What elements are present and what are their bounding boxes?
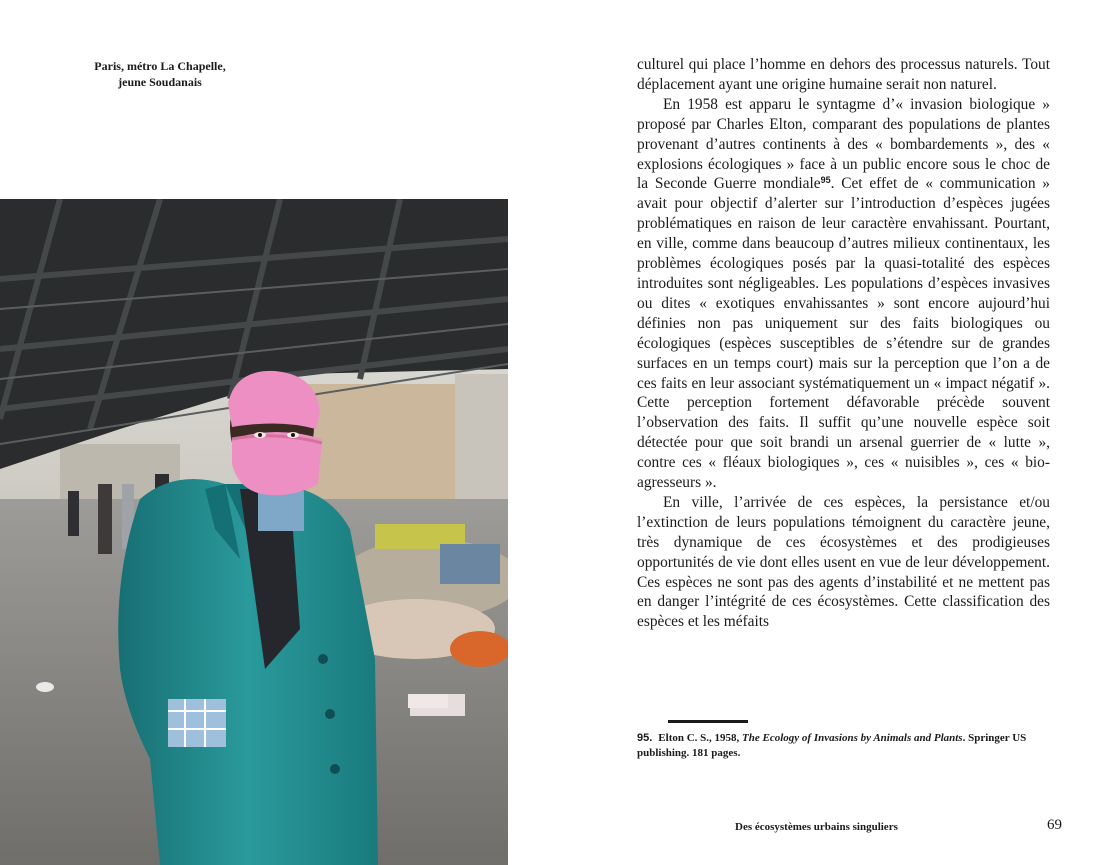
- paragraph-2-before-note: En 1958 est apparu le syntagme d’« invasion biologique » proposé par Charles Elton, comparant des populations de plantes provenant d’autres continents à des « bombardements », des « explosions écologiques » face à un public encore sous le choc de la Seconde Guerre mondiale: [637, 95, 1050, 193]
- page-number: 69: [1047, 817, 1062, 833]
- footnote-reference[interactable]: 95: [820, 175, 831, 186]
- footnote: [637, 731, 1057, 761]
- photo-caption: [60, 58, 260, 90]
- photograph: [0, 199, 508, 865]
- footnote-number: 95.: [637, 732, 653, 744]
- running-head: Des écosystèmes urbains singuliers: [735, 821, 898, 833]
- paragraph-2-after-note: . Cet effet de « communication » avait pour objectif d’alerter sur l’introduction d’espèces jugées problématiques en raison de leur caractère envahissant. Pourtant, en ville, comme dans beaucoup d’autres milieux continentaux, les problèmes écologiques posés par la quasi-totalité des espèces introduites sont négligeables. Les populations d’espèces invasives ou dites « exotiques envahissantes » sont encore aujourd’hui définies non pas uniquement sur des faits biologiques ou écologiques (espèces susceptibles de s’étendre sur de grandes surfaces en un temps court) mais sur la perception que l’on a de ces faits en leur associant systématiquement un « impact négatif ». Cette perception fortement défavorable précède souvent l’observation des faits. Il suffit qu’une nouvelle espèce soit détectée pour que soit brandi un arsenal guerrier de « lutte », contre ces « fléaux biologiques », ces « nuisibles », ces « bio-agresseurs ».: [637, 175, 1050, 492]
- paragraph-3: En ville, l’arrivée de ces espèces, la persistance et/ou l’extinction de leurs populations témoignent du caractère jeune, très dynamique de ces écosystèmes et des prodigieuses opportunités de vie dont elles usent en vue de leur développement. Ces espèces ne sont pas des agents d’instabilité et ne mettent pas en danger l’intégrité de ces écosystèmes. Cette classification des espèces et les méfaits: [637, 493, 1050, 631]
- footnote-author: Elton C. S., 1958,: [658, 732, 740, 744]
- footnote-title: The Ecology of Invasions by Animals and Plants: [742, 732, 963, 744]
- body-text: [637, 55, 1050, 632]
- paragraph-1: culturel qui place l’homme en dehors des processus naturels. Tout déplacement ayant une origine humaine serait non naturel.: [637, 56, 1050, 93]
- caption-line-1: Paris, métro La Chapelle,: [94, 59, 226, 73]
- footnote-rest: . Springer US publishing. 181 pages.: [637, 732, 1027, 759]
- footnote-divider: [668, 720, 748, 723]
- caption-line-2: jeune Soudanais: [118, 75, 202, 89]
- paragraph-2: [637, 95, 1050, 493]
